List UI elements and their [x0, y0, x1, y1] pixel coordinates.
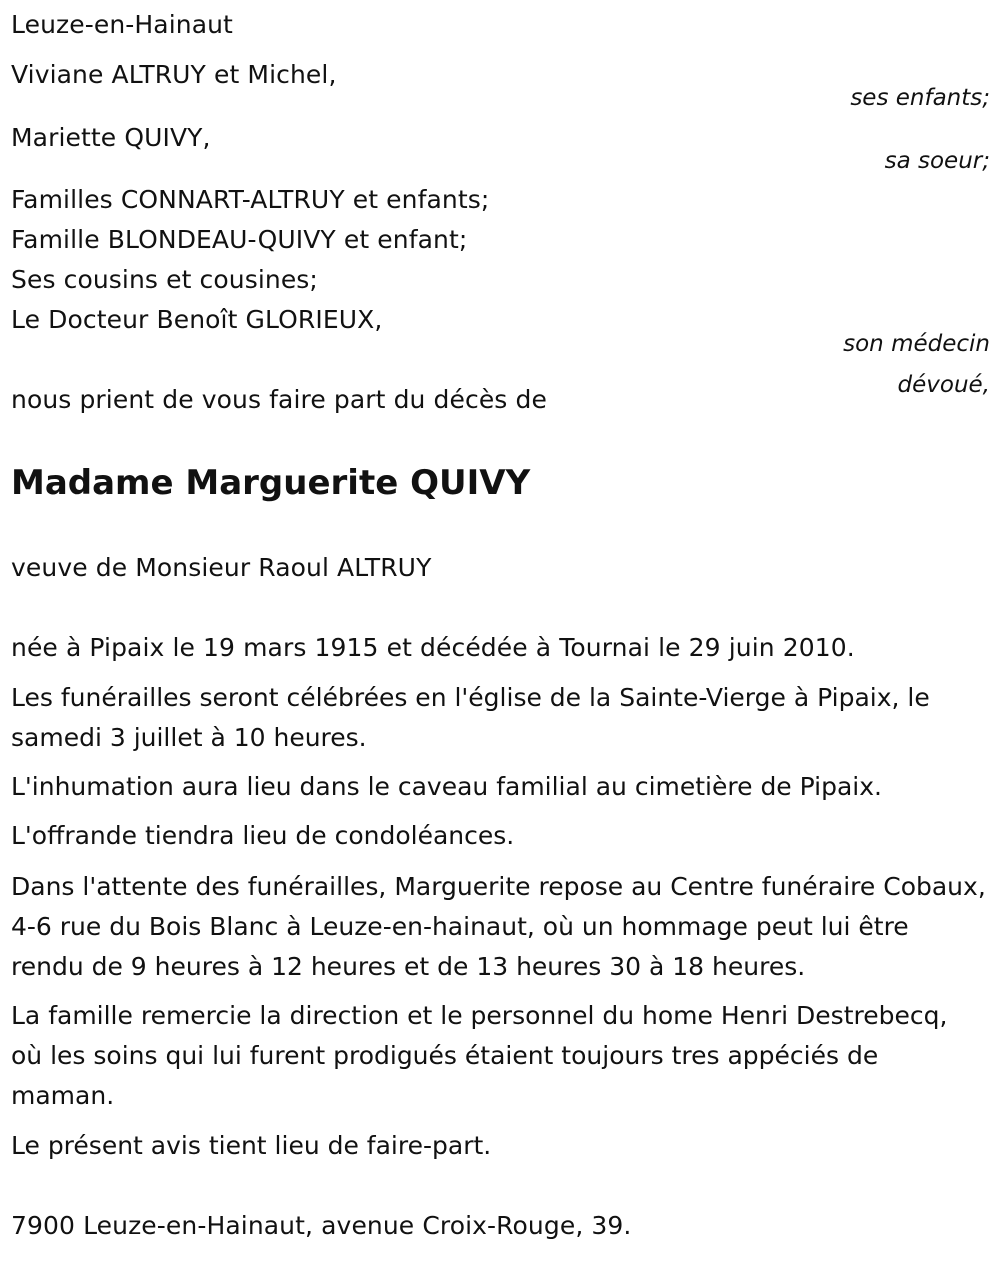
sister-role: sa soeur; [884, 148, 990, 174]
family-line: Ses cousins et cousines; [11, 265, 318, 294]
intro-line: nous prient de vous faire part du décès de [11, 385, 547, 414]
doctor-role-line1: son médecin [843, 331, 990, 357]
notice-paragraph: Le présent avis tient lieu de faire-part. [11, 1131, 492, 1160]
sister-line: Mariette QUIVY, [11, 123, 211, 152]
thanks-paragraph: La famille remercie la direction et le personnel du home Henri Destrebecq, où les soins qui lui furent prodigués étaient toujours tres appéciés de maman. [11, 1001, 948, 1110]
city-heading: Leuze-en-Hainaut [11, 10, 233, 39]
doctor-line: Le Docteur Benoît GLORIEUX, [11, 305, 383, 334]
birth-death-line: née à Pipaix le 19 mars 1915 et décédée à Tournai le 29 juin 2010. [11, 633, 855, 662]
funeral-paragraph: Les funérailles seront célébrées en l'église de la Sainte-Vierge à Pipaix, le samedi 3 juillet à 10 heures. [11, 683, 930, 752]
family-line: Familles CONNART-ALTRUY et enfants; [11, 185, 490, 214]
offering-paragraph: L'offrande tiendra lieu de condoléances. [11, 821, 515, 850]
family-line: Famille BLONDEAU-QUIVY et enfant; [11, 225, 468, 254]
visitation-paragraph: Dans l'attente des funérailles, Marguerite repose au Centre funéraire Cobaux, 4-6 rue du Bois Blanc à Leuze-en-hainaut, où un hommage peut lui être rendu de 9 heures à 12 heures et de 13 heures 30 à 18 heures. [11, 872, 986, 981]
widow-of-line: veuve de Monsieur Raoul ALTRUY [11, 553, 432, 582]
burial-paragraph: L'inhumation aura lieu dans le caveau familial au cimetière de Pipaix. [11, 772, 882, 801]
doctor-role-line2: dévoué, [897, 372, 990, 398]
children-role: ses enfants; [850, 85, 990, 111]
children-line: Viviane ALTRUY et Michel, [11, 60, 337, 89]
address-line: 7900 Leuze-en-Hainaut, avenue Croix-Rouge, 39. [11, 1211, 632, 1240]
deceased-name: Madame Marguerite QUIVY [11, 463, 531, 503]
